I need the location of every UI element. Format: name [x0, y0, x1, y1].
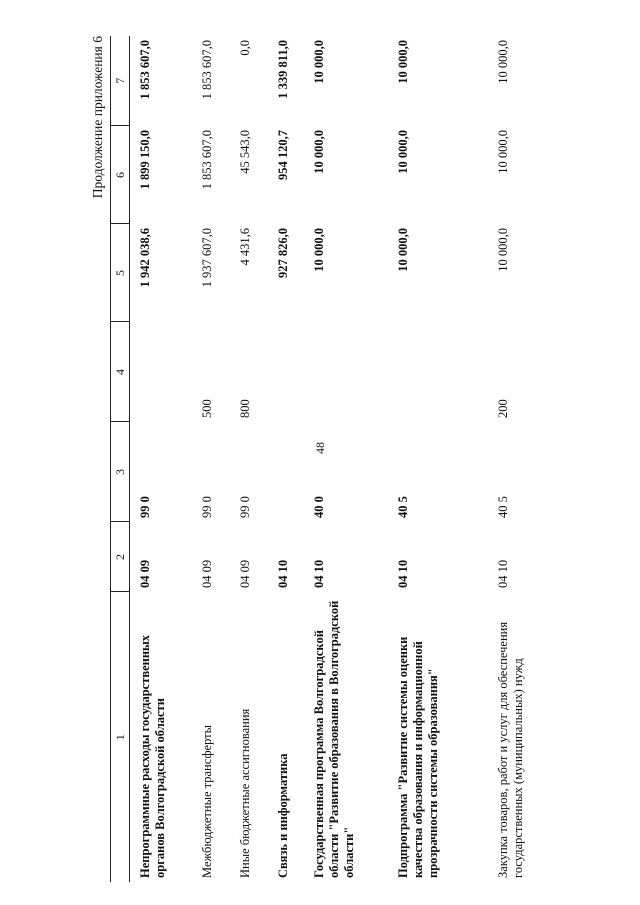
- amount-col6: 45 543,0: [237, 130, 252, 174]
- amount-col6: 10 000,0: [495, 130, 510, 174]
- row-name: Подпрограмма "Развитие системы оценки качества образования и информационной прозрачности системы образования": [395, 636, 440, 878]
- amount-col7: 1 339 811,0: [275, 40, 290, 99]
- amount-col5: 10 000,0: [495, 228, 510, 272]
- amount-col5: 1 942 038,6: [138, 228, 152, 288]
- amount-col5: 10 000,0: [395, 228, 410, 272]
- row-name: Межбюджетные трансферты: [199, 724, 214, 878]
- table-row: [234, 36, 272, 882]
- amount-col6: 10 000,0: [395, 130, 410, 174]
- amount-col7: 1 853 607,0: [138, 40, 152, 100]
- column-header-4: 4: [111, 322, 130, 422]
- section-code: 04 09: [237, 559, 252, 588]
- section-code: 04 10: [311, 559, 326, 588]
- row-name: Связь и информатика: [275, 753, 290, 878]
- expense-type-code: [308, 322, 392, 422]
- program-code: 40 5: [495, 496, 510, 518]
- amount-col5: 927 826,0: [275, 228, 290, 278]
- section-code: 04 10: [495, 559, 510, 588]
- program-code: 99 0: [237, 496, 252, 518]
- table-row: [196, 36, 234, 882]
- column-number-header: [111, 36, 130, 882]
- table-row: [308, 36, 392, 882]
- row-name: Иные бюджетные ассигнования: [237, 708, 252, 878]
- column-header-3: 3: [111, 422, 130, 522]
- amount-col6: 1 899 150,0: [138, 130, 152, 190]
- budget-table: [110, 36, 552, 882]
- row-name: Государственная программа Волгоградской области "Развитие образования в Волгоградской области": [311, 600, 356, 878]
- table-row: [392, 36, 492, 882]
- amount-col6: 954 120,7: [275, 130, 290, 180]
- section-code: 04 09: [138, 559, 152, 588]
- program-code: [272, 422, 308, 522]
- section-code: 04 10: [275, 559, 290, 588]
- row-name: Закупка товаров, работ и услуг для обеспечения государственных (муниципальных) нужд: [495, 621, 525, 878]
- expense-type-code: [272, 322, 308, 422]
- column-header-6: 6: [111, 126, 130, 224]
- expense-type-code: 500: [199, 399, 214, 418]
- table-row: [492, 36, 552, 882]
- amount-col6: 1 853 607,0: [199, 130, 214, 190]
- amount-col7: 1 853 607,0: [199, 40, 214, 100]
- table-row: [130, 36, 196, 882]
- expense-type-code: 800: [237, 399, 252, 418]
- column-header-2: 2: [111, 522, 130, 592]
- program-code: 40 5: [395, 496, 410, 518]
- row-name: Непрограммные расходы государственных органов Волгоградской области: [138, 634, 167, 878]
- program-code: 99 0: [199, 496, 214, 518]
- section-code: 04 09: [199, 559, 214, 588]
- program-code: 40 0: [311, 496, 326, 518]
- column-header-1: 1: [111, 592, 130, 882]
- program-code: 99 0: [138, 496, 152, 518]
- amount-col7: 10 000,0: [311, 40, 326, 84]
- section-code: 04 10: [395, 559, 410, 588]
- page-number: 48: [313, 442, 327, 454]
- column-header-5: 5: [111, 224, 130, 322]
- appendix-continuation-note: Продолжение приложения 6: [90, 36, 105, 199]
- expense-type-code: [392, 322, 492, 422]
- rotated-page-content: [90, 22, 570, 882]
- expense-type-code: 200: [495, 399, 510, 418]
- amount-col6: 10 000,0: [311, 130, 326, 174]
- amount-col5: 1 937 607,0: [199, 228, 214, 288]
- amount-col5: 4 431,6: [237, 228, 252, 266]
- amount-col7: 10 000,0: [495, 40, 510, 84]
- amount-col5: 10 000,0: [311, 228, 326, 272]
- amount-col7: 0,0: [237, 40, 252, 56]
- expense-type-code: [130, 322, 196, 422]
- column-header-7: 7: [111, 36, 130, 126]
- table-row: [272, 36, 308, 882]
- amount-col7: 10 000,0: [395, 40, 410, 84]
